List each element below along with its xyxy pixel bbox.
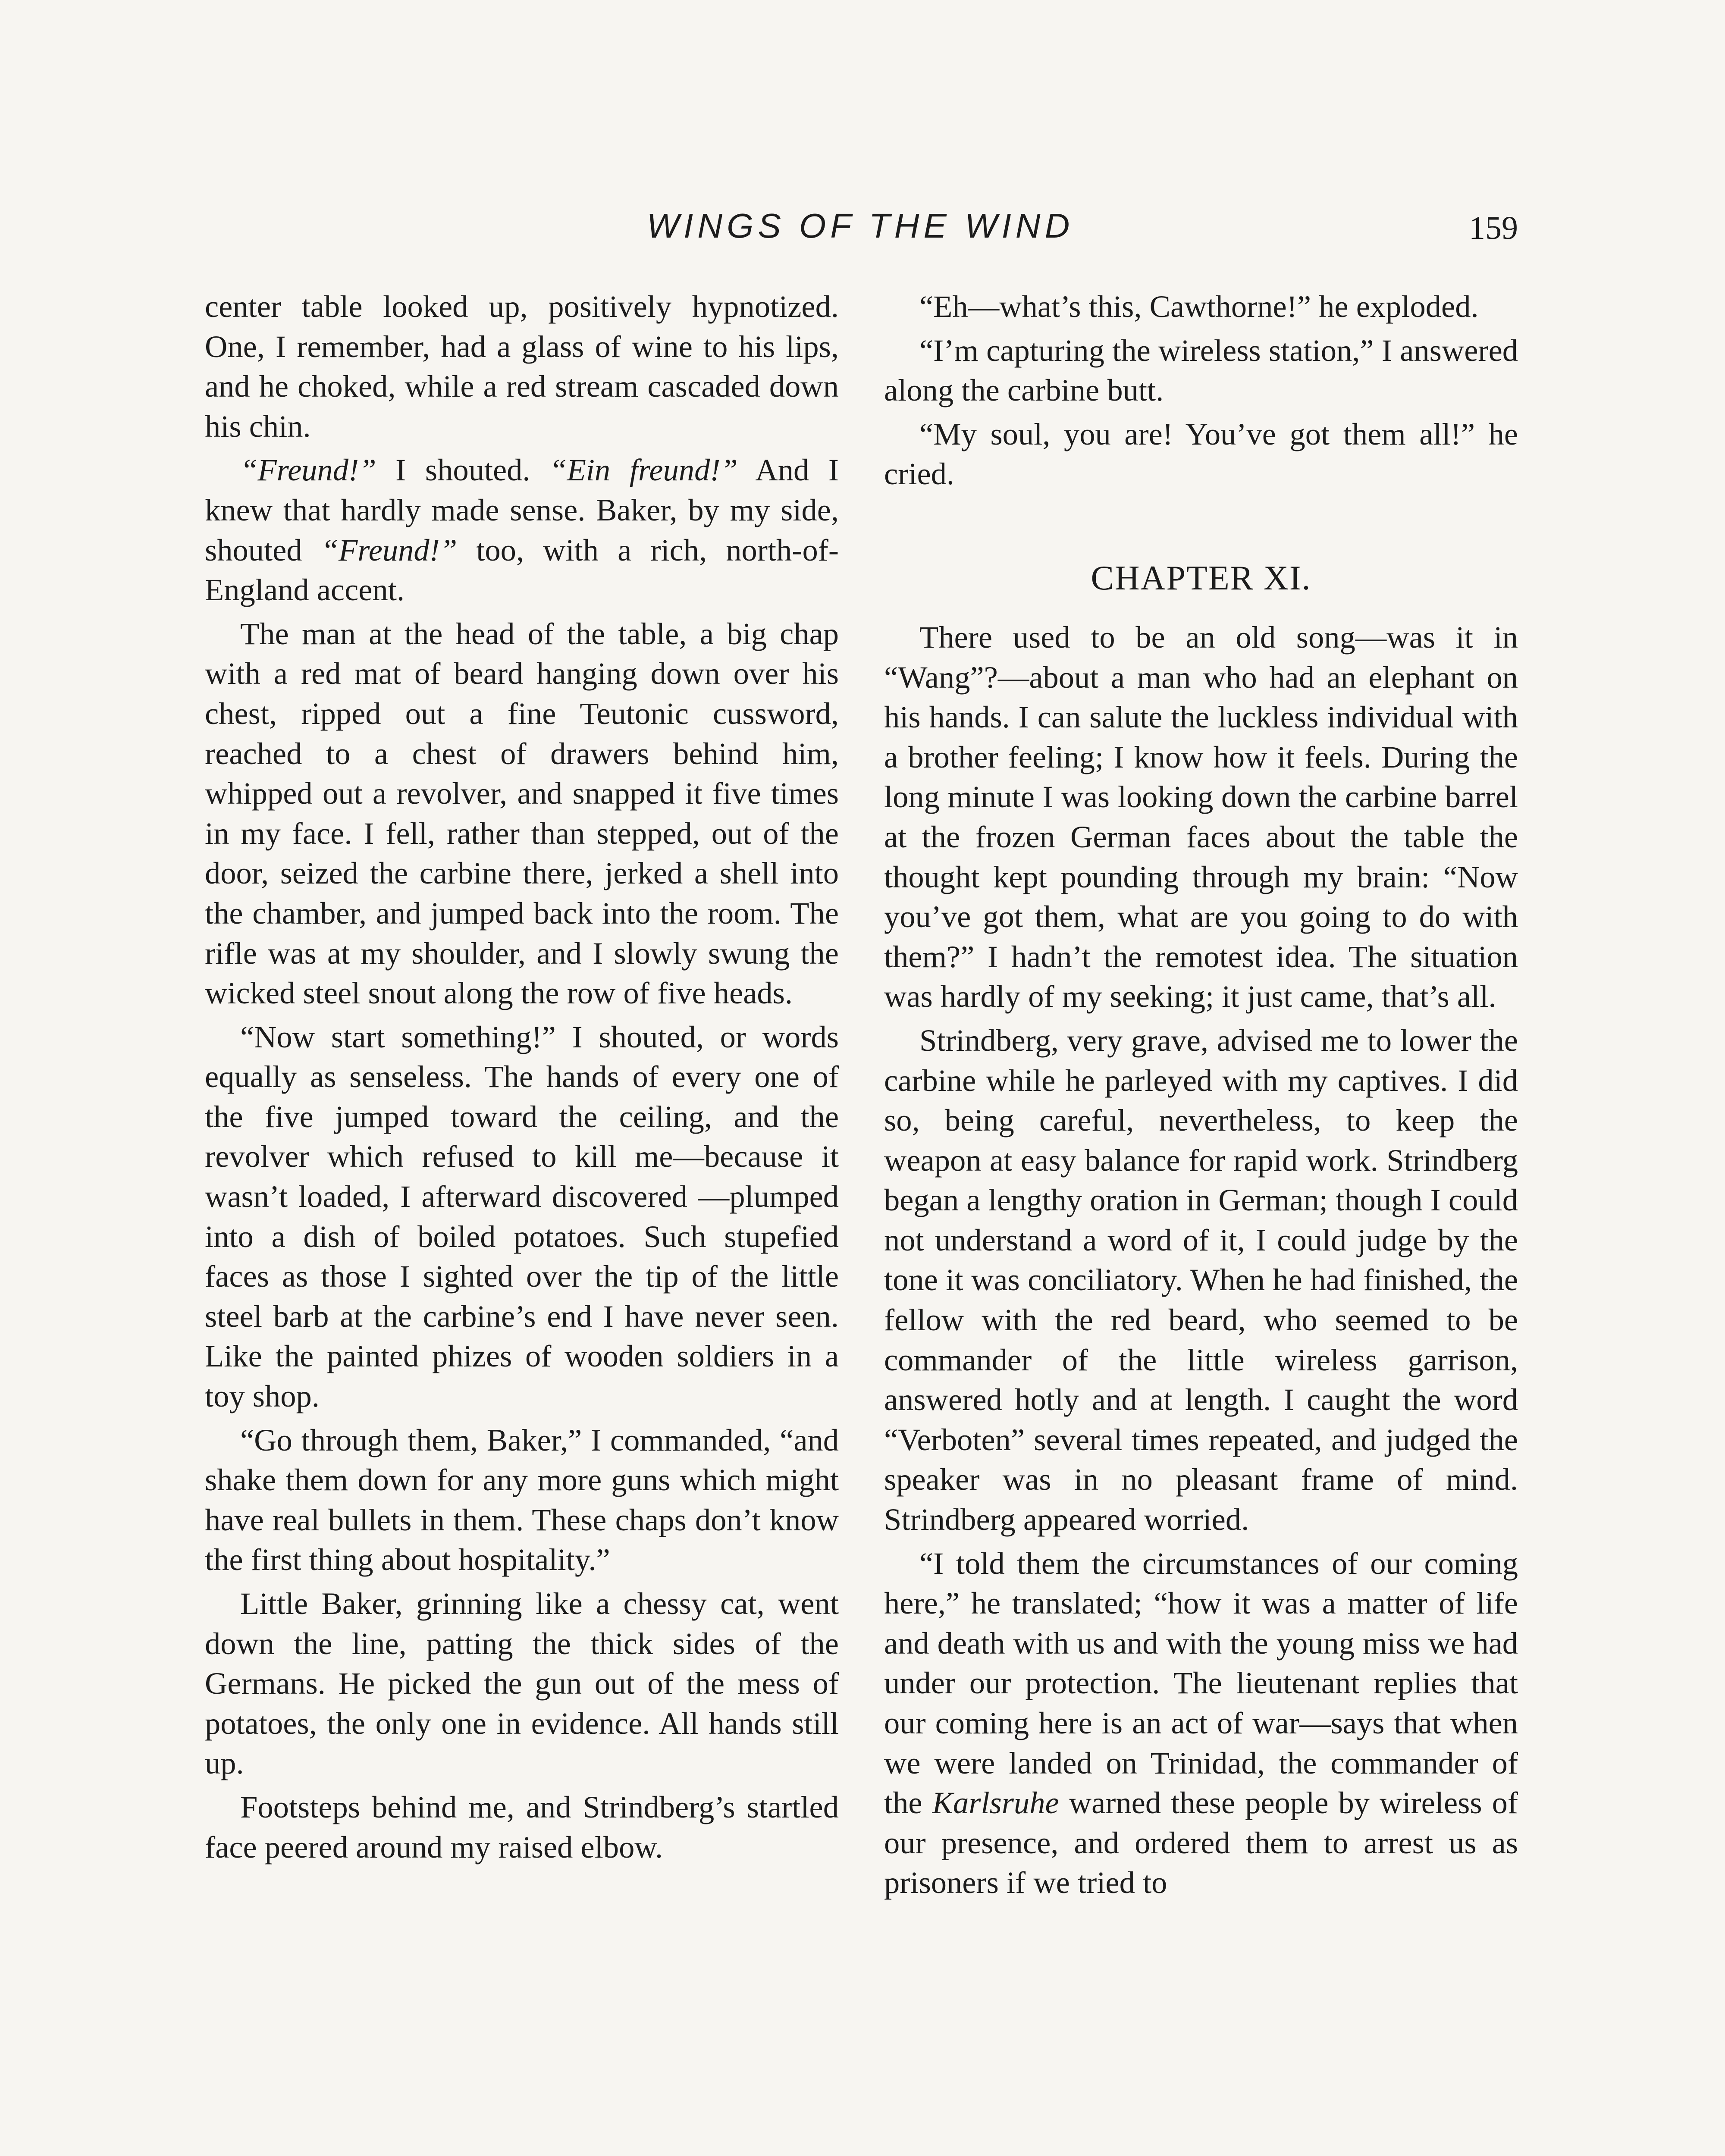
italic-text: “Freund!” (321, 532, 458, 567)
text-span: “I told them the circumstances of our coming here,” he translated; “how it was a matter of life and death with us and with the young miss we had under our protection. The lieutenant replies that our coming here is an act of war—says that when we were landed on Trinidad, the commander of the (884, 1545, 1518, 1821)
paragraph: Strindberg, very grave, advised me to lower the carbine while he parleyed with my captives. I did so, being careful, nevertheless, to keep the weapon at easy balance for rapid work. Strindberg began a lengthy oration in German; though I could not understand a word of it, I could judge by the tone it was conciliatory. When he had finished, the fellow with the red beard, who seemed to be commander of the little wireless garrison, answered hotly and at length. I caught the word “Verboten” several times repeated, and judged the speaker was in no pleasant frame of mind. Strindberg appeared worried. (884, 1022, 1518, 1537)
paragraph: “My soul, you are! You’ve got them all!” he cried. (884, 416, 1518, 492)
chapter-heading: CHAPTER XI. (1091, 559, 1311, 597)
paragraph (884, 1544, 1518, 1903)
paragraph (205, 450, 839, 610)
paragraph: “Eh—what’s this, Cawthorne!” he exploded. (919, 289, 1479, 324)
paragraph: “Now start something!” I shouted, or words equally as senseless. The hands of every one of the five jumped toward the ceiling, and the revolver which refused to kill me—because it wasn’t loaded, I afterward discovered —plumped into a dish of boiled potatoes. Such stupefied faces as those I sighted over the tip of the little steel barb at the carbine’s end I have never seen. Like the painted phizes of wooden soldiers in a toy shop. (205, 1019, 839, 1414)
paragraph: “Go through them, Baker,” I commanded, “and shake them down for any more guns which might have real bullets in them. These chaps don’t know the first thing about hospitality.” (205, 1422, 839, 1577)
italic-text: “Ein freund!” (549, 452, 738, 488)
paragraph: The man at the head of the table, a big chap with a red mat of beard hanging down over his chest, ripped out a fine Teutonic cussword, reached to a chest of drawers behind him, whipped out a revolver, and snapped it five times in my face. I fell, rather than stepped, out of the door, seized the carbine there, jerked a shell into the chamber, and jumped back into the room. The rifle was at my shoulder, and I slowly swung the wicked steel snout along the row of five heads. (205, 616, 839, 1011)
left-column (205, 287, 839, 1871)
paragraph: There used to be an old song—was it in “Wang”?—about a man who had an elephant on his hands. I can salute the luckless individual with a brother feeling; I know how it feels. During the long minute I was looking down the carbine barrel at the frozen German faces about the table the thought kept pounding through my brain: “Now you’ve got them, what are you going to do with them?” I hadn’t the remotest idea. The situation was hardly of my seeking; it just came, that’s all. (884, 619, 1518, 1014)
text-span: too, with a rich, north-of-England accent. (205, 532, 839, 608)
text-span: And I knew that hardly made sense. Baker, by my side, shouted (205, 452, 839, 567)
running-head (203, 206, 1518, 258)
paragraph: “I’m capturing the wireless station,” I answered along the carbine butt. (884, 332, 1518, 408)
paragraph: center table looked up, positively hypnotized. One, I remember, had a glass of wine to his lips, and he choked, while a red stream cascaded down his chin. (205, 289, 839, 444)
italic-text: Karlsruhe (932, 1785, 1059, 1821)
text-span: I shouted. (376, 452, 550, 488)
text-span: warned these people by wireless of our presence, and ordered them to arrest us as prisoners if we tried to (884, 1785, 1518, 1900)
paragraph: Little Baker, grinning like a chessy cat, went down the line, patting the thick sides of the Germans. He picked the gun out of the mess of potatoes, the only one in evidence. All hands still up. (205, 1586, 839, 1781)
running-title: WINGS OF THE WIND (646, 207, 1074, 245)
paragraph: Footsteps behind me, and Strindberg’s startled face peered around my raised elbow. (205, 1789, 839, 1865)
page-number: 159 (1469, 210, 1518, 246)
right-column (884, 287, 1518, 1907)
italic-text: “Freund!” (240, 452, 376, 488)
